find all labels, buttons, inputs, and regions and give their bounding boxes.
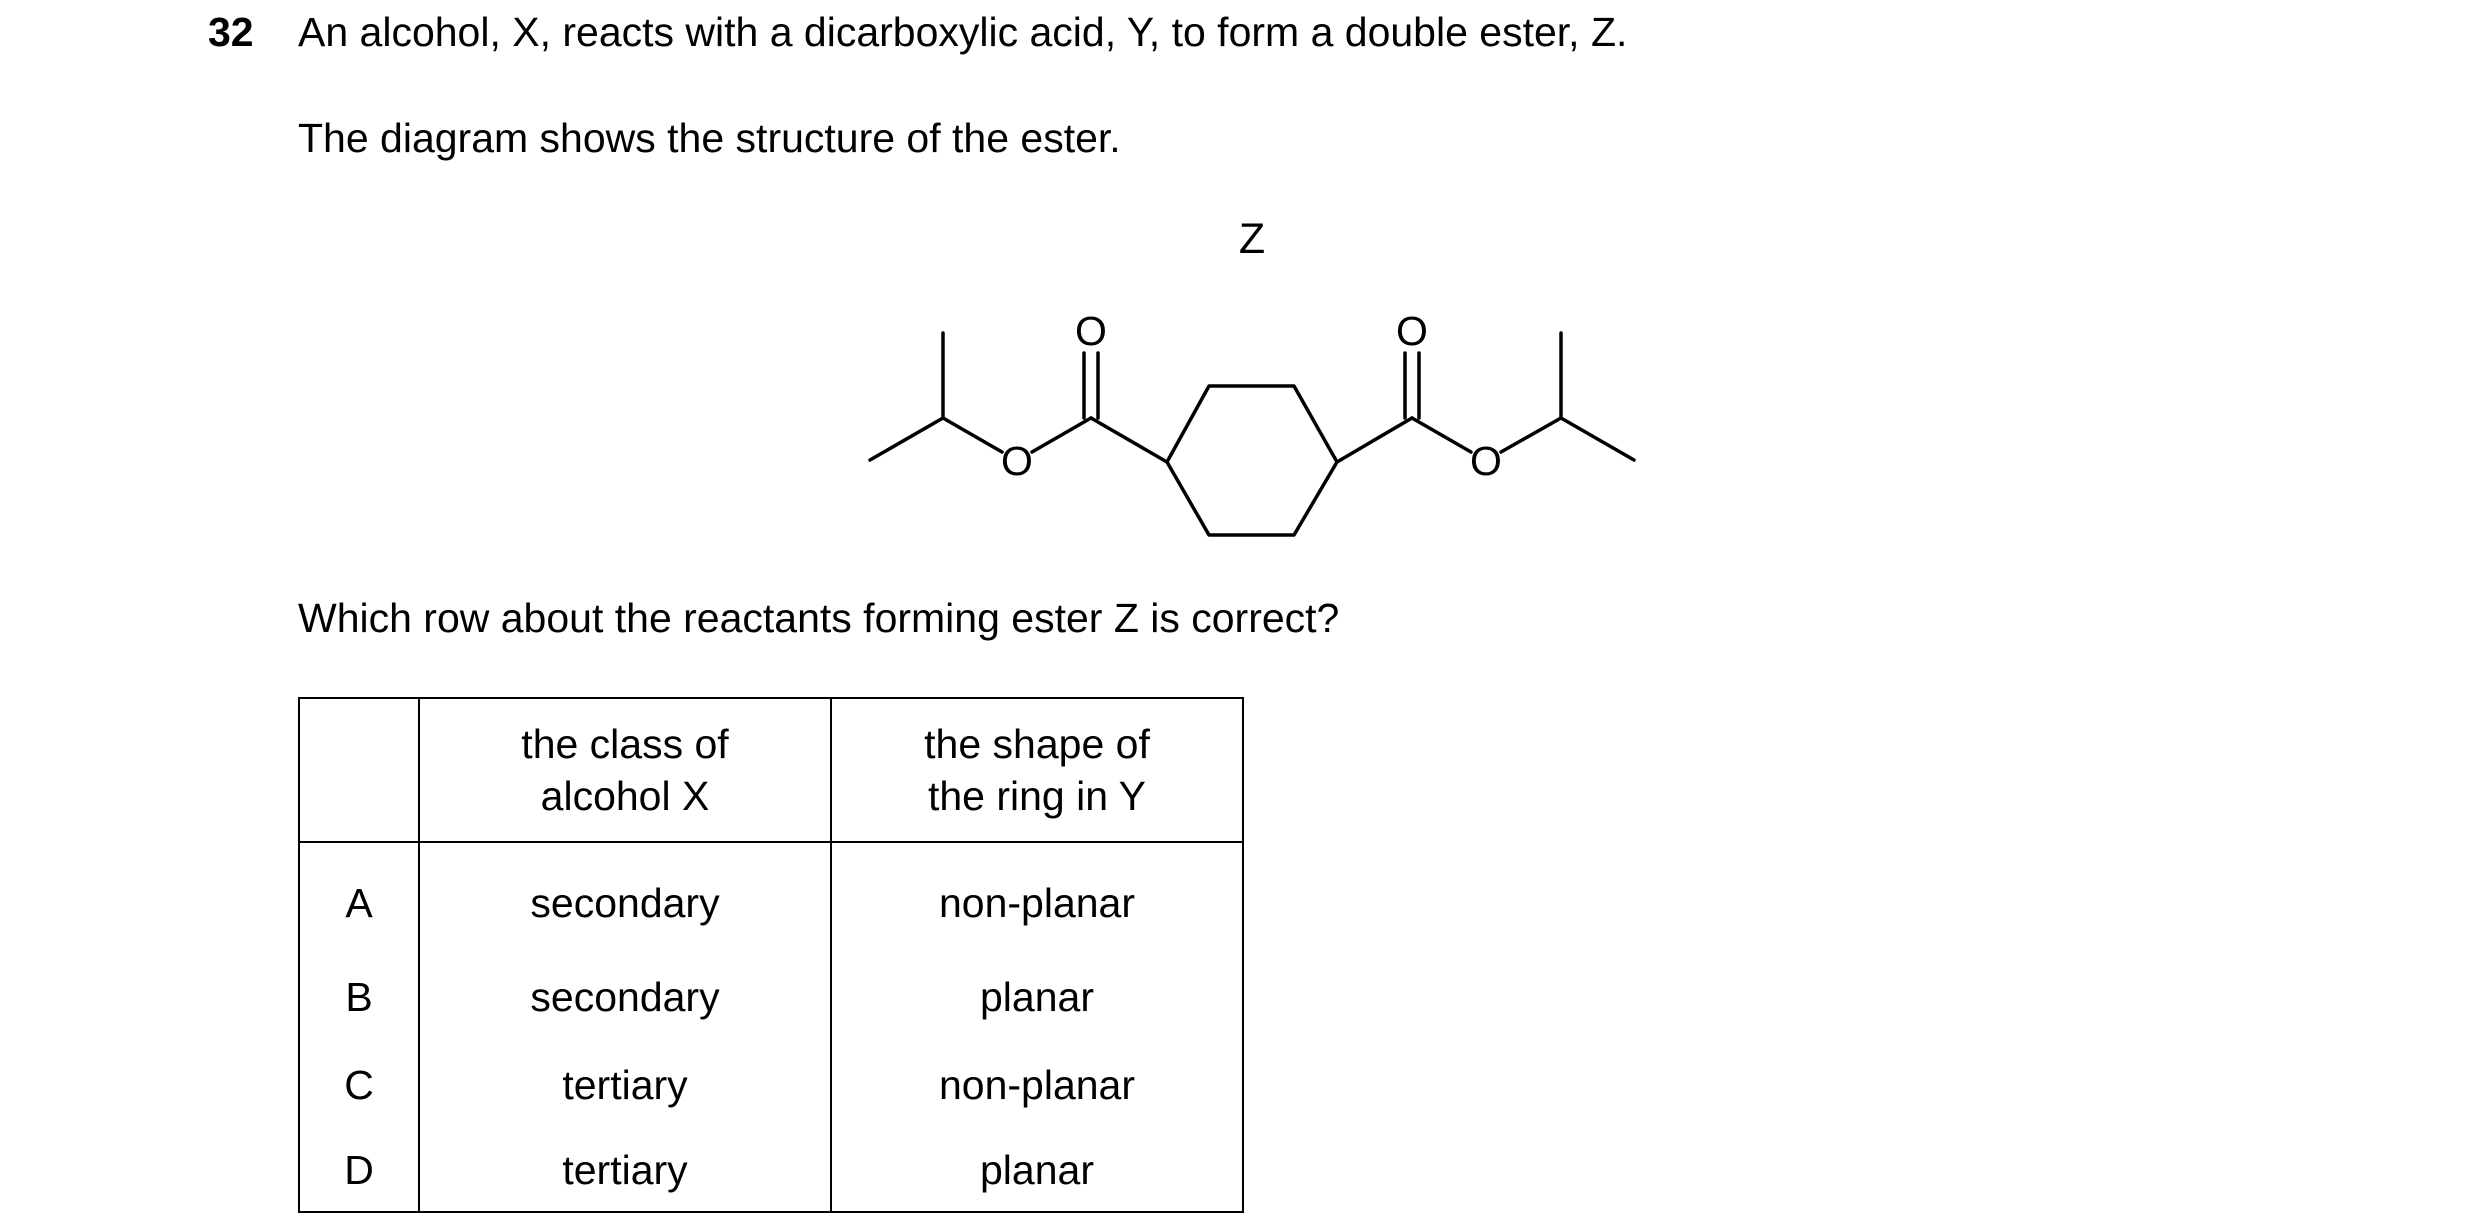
option-shape: non-planar — [831, 1041, 1243, 1129]
option-class: tertiary — [419, 1041, 831, 1129]
option-class: secondary — [419, 842, 831, 953]
option-letter: D — [299, 1129, 419, 1212]
bond — [1337, 418, 1412, 462]
atom-label: O — [1001, 438, 1033, 484]
cyclohexane-ring — [1167, 386, 1337, 535]
atom-label: O — [1075, 308, 1107, 354]
header-letter — [299, 698, 419, 842]
question-prompt: Which row about the reactants forming ester Z is correct? — [298, 595, 1340, 641]
bond — [1501, 418, 1561, 452]
header-shape-line: the shape of — [924, 721, 1150, 767]
ester-z-structure — [0, 0, 2480, 560]
header-class — [419, 698, 831, 842]
diagram-intro: The diagram shows the structure of the ester. — [298, 115, 1121, 161]
answer-table — [298, 697, 1244, 1213]
option-class: tertiary — [419, 1129, 831, 1212]
option-letter: A — [299, 842, 419, 953]
option-class: secondary — [419, 953, 831, 1041]
table-header-row — [299, 698, 1243, 842]
atom-label: O — [1396, 308, 1428, 354]
header-shape — [831, 698, 1243, 842]
table-row — [299, 1129, 1243, 1212]
atom-label: O — [1470, 438, 1502, 484]
header-class-line: alcohol X — [540, 773, 710, 819]
question-number: 32 — [208, 9, 254, 55]
bond — [1091, 418, 1167, 462]
bond — [1561, 418, 1634, 460]
option-shape: planar — [831, 953, 1243, 1041]
structure-label: Z — [1238, 215, 1266, 263]
bond — [943, 418, 1002, 452]
bond — [1412, 418, 1471, 452]
header-class-line: the class of — [521, 721, 729, 767]
bond — [870, 418, 943, 460]
table-row — [299, 1041, 1243, 1129]
table-row — [299, 953, 1243, 1041]
option-letter: B — [299, 953, 419, 1041]
question-stem: An alcohol, X, reacts with a dicarboxylic acid, Y, to form a double ester, Z. — [298, 9, 1628, 55]
bond — [1032, 418, 1091, 452]
option-shape: planar — [831, 1129, 1243, 1212]
table-row — [299, 842, 1243, 953]
option-shape: non-planar — [831, 842, 1243, 953]
option-letter: C — [299, 1041, 419, 1129]
header-shape-line: the ring in Y — [927, 773, 1147, 819]
